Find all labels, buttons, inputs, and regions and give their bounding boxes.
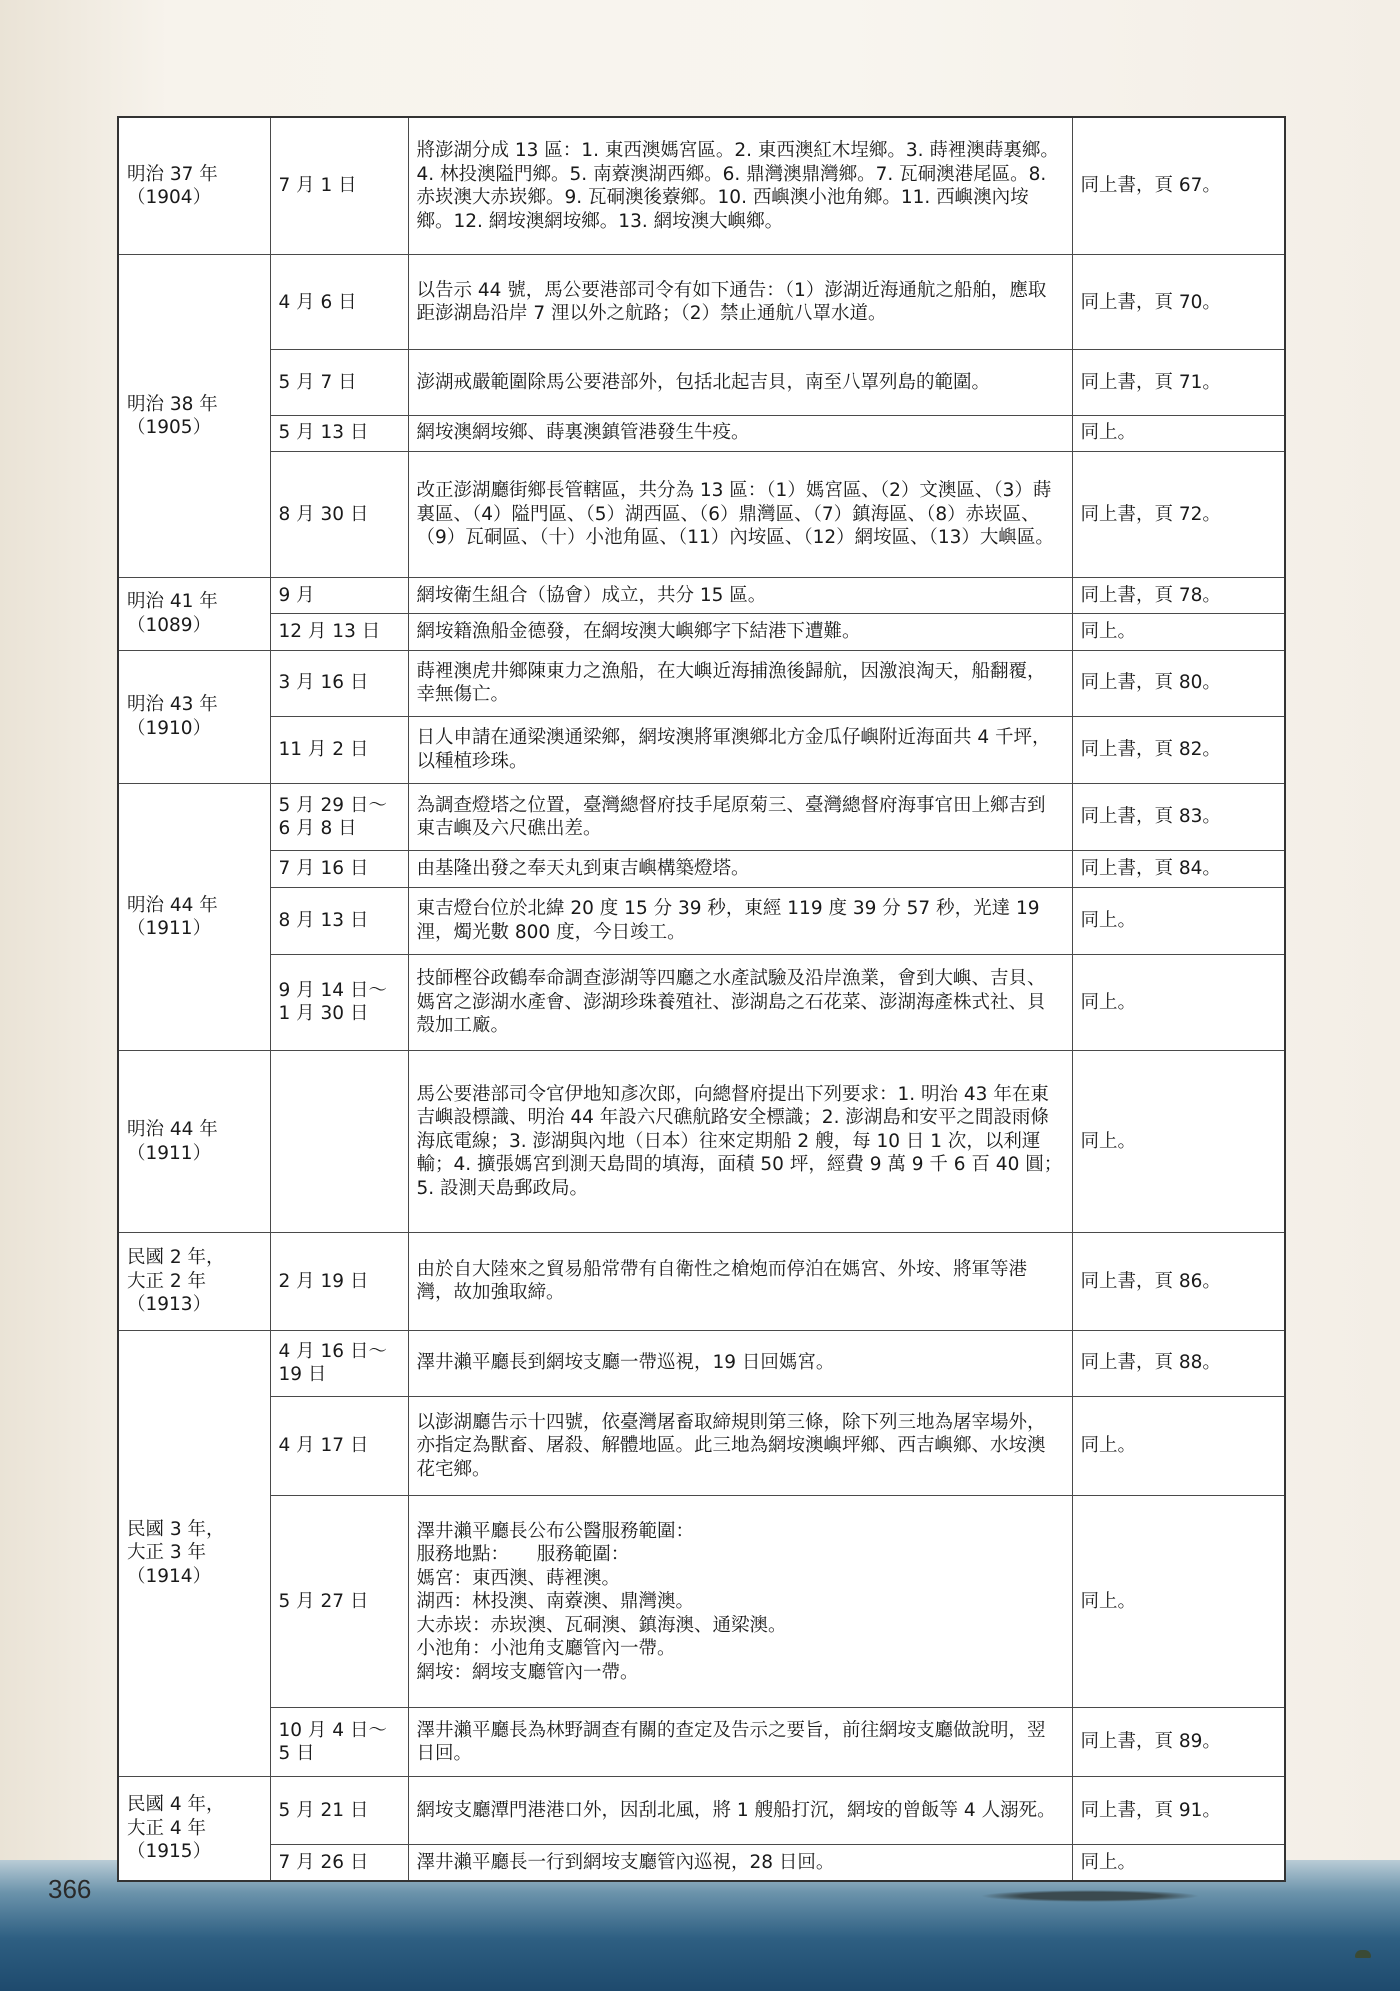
source-cell: 同上書，頁 67。 <box>1072 117 1285 255</box>
event-cell: 蒔裡澳虎井鄉陳東力之漁船，在大嶼近海捕漁後歸航，因激浪淘天，船翻覆，幸無傷亡。 <box>408 650 1072 716</box>
event-cell: 改正澎湖廳街鄉長管轄區，共分為 13 區：（1）媽宮區、（2）文澳區、（3）蒔裏區、（4）隘門區、（5）湖西區、（6）鼎灣區、（7）鎮海區、（8）赤崁區、（9）瓦硐區、（十）小池角區、（11）內垵區、（12）網垵區、（13）大嶼區。 <box>408 451 1072 577</box>
year-cell: 明治 44 年 （1911） <box>118 1051 270 1233</box>
source-cell: 同上書，頁 88。 <box>1072 1330 1285 1396</box>
table-row <box>118 614 1285 650</box>
date-cell: 4 月 17 日 <box>270 1396 408 1495</box>
event-cell: 將澎湖分成 13 區：1. 東西澳媽宮區。2. 東西澳紅木埕鄉。3. 蒔裡澳蒔裏鄉。4. 林投澳隘門鄉。5. 南藔澳湖西鄉。6. 鼎灣澳鼎灣鄉。7. 瓦硐澳港尾區。8. 赤崁澳大赤崁鄉。9. 瓦硐澳後藔鄉。10. 西嶼澳小池角鄉。11. 西嶼澳內垵鄉。12. 網垵澳網垵鄉。13. 網垵澳大嶼鄉。 <box>408 117 1072 255</box>
table-row <box>118 1051 1285 1233</box>
date-cell: 3 月 16 日 <box>270 650 408 716</box>
date-cell: 7 月 16 日 <box>270 851 408 887</box>
year-cell: 明治 41 年 （1089） <box>118 578 270 650</box>
source-cell: 同上書，頁 89。 <box>1072 1708 1285 1776</box>
table-row <box>118 887 1285 954</box>
year-cell: 民國 2 年， 大正 2 年 （1913） <box>118 1233 270 1330</box>
source-cell: 同上。 <box>1072 614 1285 650</box>
event-cell: 網垵衛生組合（協會）成立，共分 15 區。 <box>408 578 1072 614</box>
year-cell: 明治 43 年 （1910） <box>118 650 270 784</box>
table-row <box>118 415 1285 451</box>
source-cell: 同上。 <box>1072 887 1285 954</box>
event-cell: 網垵籍漁船金德發，在網垵澳大嶼鄉字下結港下遭難。 <box>408 614 1072 650</box>
source-cell: 同上。 <box>1072 415 1285 451</box>
source-cell: 同上書，頁 83。 <box>1072 784 1285 851</box>
table-row <box>118 451 1285 577</box>
event-cell: 日人申請在通梁澳通梁鄉，網垵澳將軍澳鄉北方金瓜仔嶼附近海面共 4 千坪，以種植珍珠。 <box>408 716 1072 783</box>
source-cell: 同上書，頁 80。 <box>1072 650 1285 716</box>
event-cell: 以告示 44 號，馬公要港部司令有如下通告：（1）澎湖近海通航之船舶，應取距澎湖島沿岸 7 浬以外之航路；（2）禁止通航八罩水道。 <box>408 255 1072 350</box>
event-cell: 以澎湖廳告示十四號，依臺灣屠畜取締規則第三條，除下列三地為屠宰場外，亦指定為獸畜、屠殺、解體地區。此三地為網垵澳嶼坪鄉、西吉嶼鄉、水垵澳花宅鄉。 <box>408 1396 1072 1495</box>
date-cell: 10 月 4 日～ 5 日 <box>270 1708 408 1776</box>
date-cell: 5 月 21 日 <box>270 1776 408 1844</box>
date-cell: 5 月 27 日 <box>270 1496 408 1708</box>
date-cell: 9 月 14 日～ 1 月 30 日 <box>270 954 408 1050</box>
table-row <box>118 1496 1285 1708</box>
source-cell: 同上。 <box>1072 954 1285 1050</box>
source-cell: 同上書，頁 82。 <box>1072 716 1285 783</box>
source-cell: 同上書，頁 70。 <box>1072 255 1285 350</box>
date-cell: 8 月 13 日 <box>270 887 408 954</box>
date-cell <box>270 1051 408 1233</box>
table-row <box>118 255 1285 350</box>
event-cell: 澤井瀨平廳長公布公醫服務範圍： 服務地點： 服務範圍： 媽宮：東西澳、蒔裡澳。 湖西：林投澳、南藔澳、鼎灣澳。 大赤崁：赤崁澳、瓦硐澳、鎮海澳、通梁澳。 小池角：小池角支廳管內一帶。 網垵：網垵支廳管內一帶。 <box>408 1496 1072 1708</box>
date-cell: 11 月 2 日 <box>270 716 408 783</box>
table-row <box>118 954 1285 1050</box>
table-row <box>118 1845 1285 1881</box>
source-cell: 同上書，頁 86。 <box>1072 1233 1285 1330</box>
event-cell: 由於自大陸來之貿易船常帶有自衛性之槍炮而停泊在媽宮、外垵、將軍等港灣，故加強取締。 <box>408 1233 1072 1330</box>
date-cell: 5 月 29 日～ 6 月 8 日 <box>270 784 408 851</box>
source-cell: 同上書，頁 72。 <box>1072 451 1285 577</box>
event-cell: 網垵澳網垵鄉、蒔裏澳鎮管港發生牛疫。 <box>408 415 1072 451</box>
table-row <box>118 1708 1285 1776</box>
table-row <box>118 784 1285 851</box>
date-cell: 7 月 26 日 <box>270 1845 408 1881</box>
date-cell: 5 月 7 日 <box>270 350 408 415</box>
event-cell: 東吉燈台位於北緯 20 度 15 分 39 秒，東經 119 度 39 分 57 秒，光達 19 浬，燭光數 800 度，今日竣工。 <box>408 887 1072 954</box>
source-cell: 同上。 <box>1072 1396 1285 1495</box>
table-row <box>118 117 1285 255</box>
table-row <box>118 1233 1285 1330</box>
source-cell: 同上。 <box>1072 1496 1285 1708</box>
date-cell: 4 月 6 日 <box>270 255 408 350</box>
date-cell: 9 月 <box>270 578 408 614</box>
event-cell: 由基隆出發之奉天丸到東吉嶼構築燈塔。 <box>408 851 1072 887</box>
event-cell: 技師樫谷政鶴奉命調查澎湖等四廳之水產試驗及沿岸漁業，會到大嶼、吉貝、媽宮之澎湖水產會、澎湖珍珠養殖社、澎湖島之石花菜、澎湖海產株式社、貝殼加工廠。 <box>408 954 1072 1050</box>
date-cell: 2 月 19 日 <box>270 1233 408 1330</box>
source-cell: 同上書，頁 91。 <box>1072 1776 1285 1844</box>
event-cell: 澤井瀨平廳長到網垵支廳一帶巡視，19 日回媽宮。 <box>408 1330 1072 1396</box>
chronology-table <box>117 116 1286 1882</box>
table-row <box>118 1330 1285 1396</box>
source-cell: 同上。 <box>1072 1845 1285 1881</box>
event-cell: 馬公要港部司令官伊地知彥次郎，向總督府提出下列要求：1. 明治 43 年在東吉嶼設標識、明治 44 年設六尺礁航路安全標識；2. 澎湖島和安平之間設雨條海底電線；3. 澎湖與內地（日本）往來定期船 2 艘，每 10 日 1 次，以利運輸；4. 擴張媽宮到測天島間的填海，面積 50 坪，經費 9 萬 9 千 6 百 40 圓；5. 設測天島郵政局。 <box>408 1051 1072 1233</box>
source-cell: 同上書，頁 78。 <box>1072 578 1285 614</box>
event-cell: 澤井瀨平廳長為林野調查有關的查定及告示之要旨，前往網垵支廳做說明，翌日回。 <box>408 1708 1072 1776</box>
table-row <box>118 1396 1285 1495</box>
sea-rocks <box>980 1890 1200 1902</box>
date-cell: 7 月 1 日 <box>270 117 408 255</box>
event-cell: 澎湖戒嚴範圍除馬公要港部外，包括北起吉貝，南至八罩列島的範圍。 <box>408 350 1072 415</box>
year-cell: 明治 38 年 （1905） <box>118 255 270 578</box>
table-row <box>118 350 1285 415</box>
table-row <box>118 650 1285 716</box>
year-cell: 民國 3 年， 大正 3 年 （1914） <box>118 1330 270 1776</box>
source-cell: 同上。 <box>1072 1051 1285 1233</box>
date-cell: 5 月 13 日 <box>270 415 408 451</box>
source-cell: 同上書，頁 84。 <box>1072 851 1285 887</box>
boat <box>1355 1950 1371 1958</box>
table-row <box>118 851 1285 887</box>
page-number: 366 <box>48 1874 92 1904</box>
event-cell: 澤井瀨平廳長一行到網垵支廳管內巡視，28 日回。 <box>408 1845 1072 1881</box>
year-cell: 明治 44 年 （1911） <box>118 784 270 1051</box>
source-cell: 同上書，頁 71。 <box>1072 350 1285 415</box>
year-cell: 明治 37 年 （1904） <box>118 117 270 255</box>
year-cell: 民國 4 年， 大正 4 年 （1915） <box>118 1776 270 1881</box>
table-row <box>118 716 1285 783</box>
date-cell: 4 月 16 日～ 19 日 <box>270 1330 408 1396</box>
event-cell: 為調查燈塔之位置，臺灣總督府技手尾原菊三、臺灣總督府海事官田上鄉吉到東吉嶼及六尺礁出差。 <box>408 784 1072 851</box>
date-cell: 8 月 30 日 <box>270 451 408 577</box>
date-cell: 12 月 13 日 <box>270 614 408 650</box>
table-row <box>118 578 1285 614</box>
event-cell: 網垵支廳潭門港港口外，因刮北風，將 1 艘船打沉，網垵的曾飯等 4 人溺死。 <box>408 1776 1072 1844</box>
table-row <box>118 1776 1285 1844</box>
